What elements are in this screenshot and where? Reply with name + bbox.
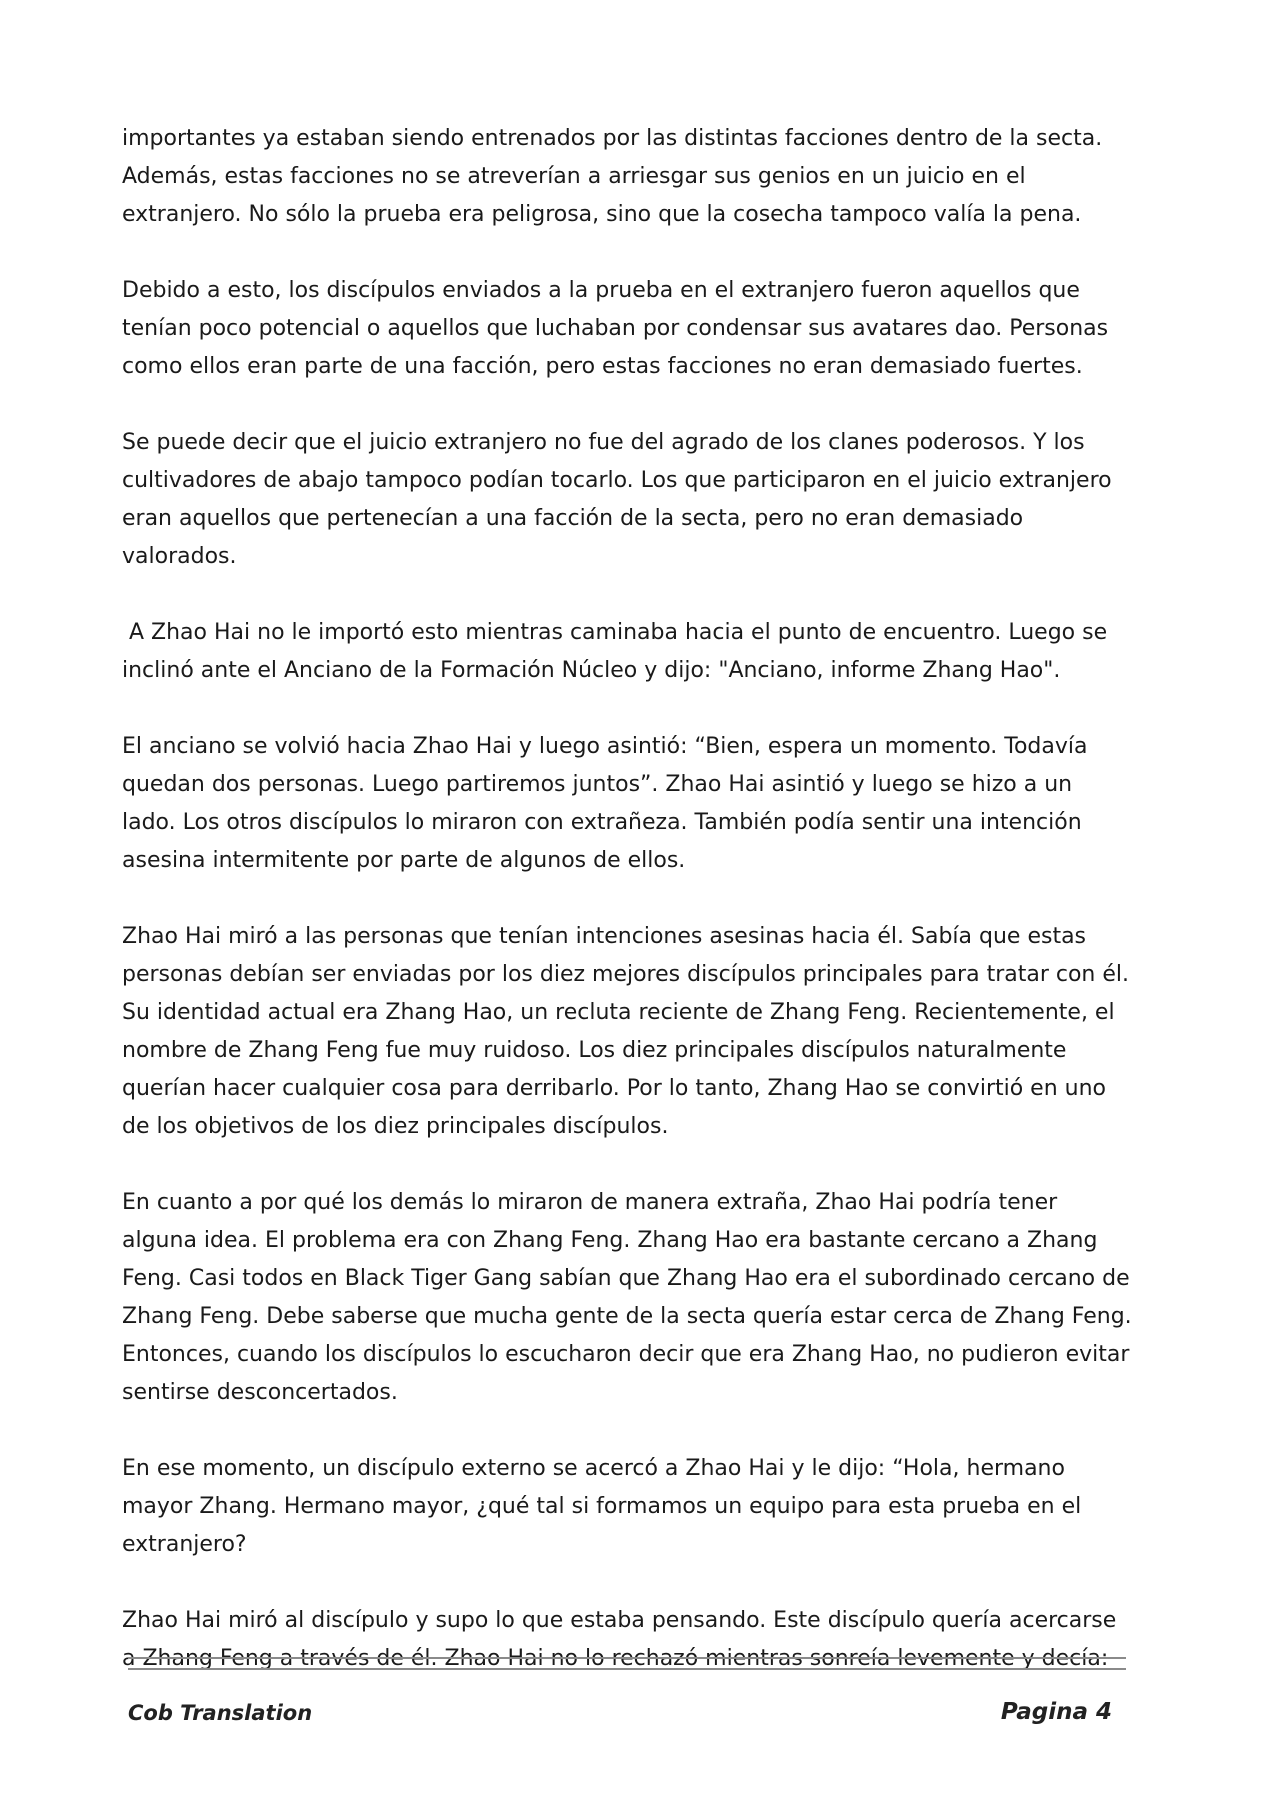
paragraph-7: En cuanto a por qué los demás lo miraron de manera extraña, Zhao Hai podría tener alguna idea. El problema era con Zhang Feng. Zhang Hao era bastante cercano a Zhang Feng. Casi todos en Black Tiger Gang sabían que Zhang Hao era el subordinado cercano de Zhang Feng. Debe saberse que mucha gente de la secta quería estar cerca de Zhang Feng. Entonces, cuando los discípulos lo escucharon decir que era Zhang Hao, no pudieron evitar sentirse desconcertados. [122,1190,1139,1405]
footer-divider-bottom [128,1668,1126,1670]
footer-credit: Cob Translation [128,1701,313,1725]
paragraph-8: En ese momento, un discípulo externo se acercó a Zhao Hai y le dijo: “Hola, hermano mayor Zhang. Hermano mayor, ¿qué tal si formamos un equipo para esta prueba en el extranjero? [122,1456,1089,1557]
paragraph-1: importantes ya estaban siendo entrenados por las distintas facciones dentro de la secta. Además, estas facciones no se atreverían a arriesgar sus genios en un juicio en el extranjero. No sólo la prueba era peligrosa, sino que la cosecha tampoco valía la pena. [122,126,1110,227]
paragraph-2: Debido a esto, los discípulos enviados a la prueba en el extranjero fueron aquellos que tenían poco potencial o aquellos que luchaban por condensar sus avatares dao. Personas como ellos eran parte de una facción, pero estas facciones no eran demasiado fuertes. [122,278,1116,379]
footer-divider-top [128,1657,1126,1659]
paragraph-4: A Zhao Hai no le importó esto mientras caminaba hacia el punto de encuentro. Luego se inclinó ante el Anciano de la Formación Núcleo y dijo: "Anciano, informe Zhang Hao". [122,620,1115,683]
page-number: Pagina 4 [1000,1699,1112,1725]
paragraph-3: Se puede decir que el juicio extranjero no fue del agrado de los clanes poderosos. Y los cultivadores de abajo tampoco podían tocarlo. Los que participaron en el juicio extranjero eran aquellos que pertenecían a una facción de la secta, pero no eran demasiado valorados. [122,430,1119,569]
paragraph-6: Zhao Hai miró a las personas que tenían intenciones asesinas hacia él. Sabía que estas personas debían ser enviadas por los diez mejores discípulos principales para tratar con él. Su identidad actual era Zhang Hao, un recluta reciente de Zhang Feng. Recientemente, el nombre de Zhang Feng fue muy ruidoso. Los diez principales discípulos naturalmente querían hacer cualquier cosa para derribarlo. Por lo tanto, Zhang Hao se convirtió en uno de los objetivos de los diez principales discípulos. [122,924,1137,1139]
paragraph-5: El anciano se volvió hacia Zhao Hai y luego asintió: “Bien, espera un momento. Todavía quedan dos personas. Luego partiremos juntos”. Zhao Hai asintió y luego se hizo a un lado. Los otros discípulos lo miraron con extrañeza. También podía sentir una intención asesina intermitente por parte de algunos de ellos. [122,734,1095,873]
body-text [122,120,1139,1716]
paragraph-9: Zhao Hai miró al discípulo y supo lo que estaba pensando. Este discípulo quería acercarse a Zhang Feng a través de él. Zhao Hai no lo rechazó mientras sonreía levemente y decía: [122,1608,1124,1671]
